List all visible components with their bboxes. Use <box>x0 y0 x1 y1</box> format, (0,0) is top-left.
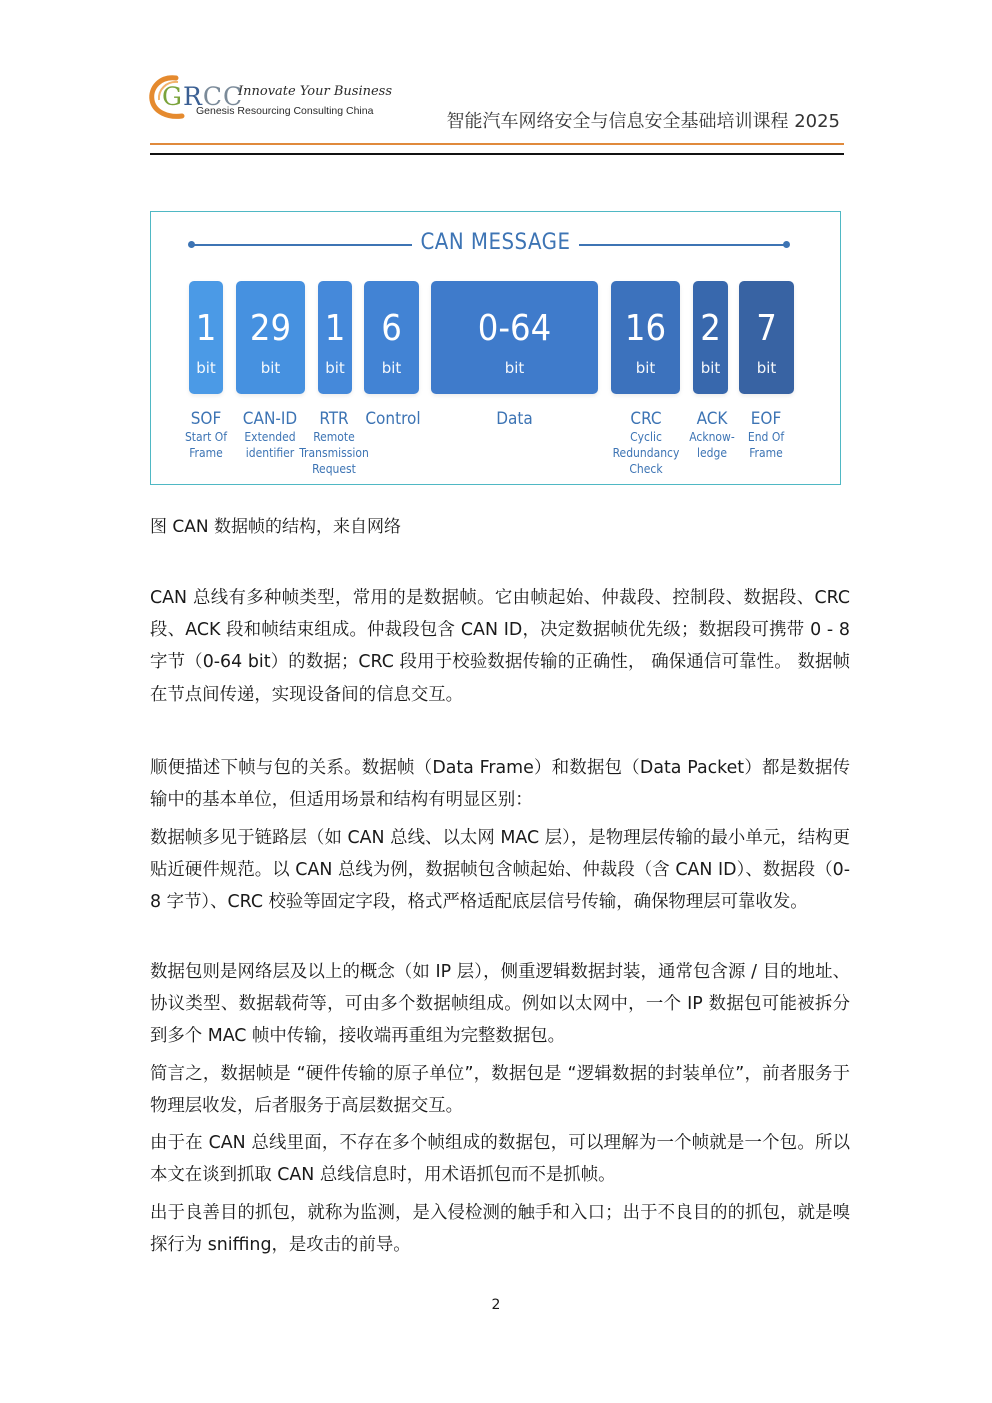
field-label-eof <box>735 409 797 461</box>
field-description: Acknow- ledge <box>689 430 735 460</box>
field-bits-value: 0-64 <box>477 308 552 349</box>
field-bits-unit: bit <box>325 359 345 377</box>
paragraph-summary: 简言之，数据帧是 “硬件传输的原子单位”，数据包是 “逻辑数据的封装单位”，前者服务于物理层收发，后者服务于高层数据交互。 <box>150 1064 850 1117</box>
field-box-ack <box>693 281 728 394</box>
field-description: End Of Frame <box>747 430 785 460</box>
field-name: CAN-ID <box>242 409 298 429</box>
field-name: ACK <box>696 409 728 429</box>
logo-slogan: Innovate Your Business <box>238 84 393 99</box>
field-name: CRC <box>630 409 662 429</box>
field-label-can-id <box>235 409 305 461</box>
field-name: Data <box>496 409 533 429</box>
paragraph-data-frame: 数据帧多见于链路层（如 CAN 总线、以太网 MAC 层），是物理层传输的最小单元，结构更贴近硬件规范。以 CAN 总线为例，数据帧包含帧起始、仲裁段（含 CAN ID）、数据段（0-8 字节）、CRC 校验等固定字段，格式严格适配底层信号传输，确保物理层可靠收发。 <box>150 828 850 913</box>
field-bits-unit: bit <box>700 359 721 377</box>
header-rule-orange <box>150 143 844 145</box>
field-bits-unit: bit <box>504 359 525 377</box>
field-name: RTR <box>319 409 349 429</box>
field-box-crc <box>611 281 680 394</box>
logo-subtitle: Genesis Resourcing Consulting China <box>196 105 374 117</box>
field-label-data <box>451 409 578 429</box>
field-box-data <box>431 281 598 394</box>
field-name: EOF <box>750 409 782 429</box>
field-box-rtr <box>318 281 352 394</box>
field-description: Cyclic Redundancy Check <box>612 430 680 476</box>
company-logo <box>148 72 393 122</box>
field-name: Control <box>365 409 421 429</box>
can-message-figure <box>150 211 841 485</box>
page-number: 2 <box>491 1297 501 1313</box>
paragraph-frame-vs-packet: 顺便描述下帧与包的关系。数据帧（Data Frame）和数据包（Data Packet）都是数据传输中的基本单位，但适用场景和结构有明显区别： <box>150 758 850 811</box>
field-bits-unit: bit <box>756 359 777 377</box>
field-bits-unit: bit <box>260 359 281 377</box>
field-description: Start Of Frame <box>184 430 228 460</box>
paragraph-can-frame-types: CAN 总线有多种帧类型，常用的是数据帧。它由帧起始、仲裁段、控制段、数据段、CRC 段、ACK 段和帧结束组成。仲裁段包含 CAN ID，决定数据帧优先级；数据段可携带 0 - 8 字节（0-64 bit）的数据；CRC 段用于校验数据传输的正确性， 确保通信可靠性。 数据帧在节点间传递，实现设备间的信息交互。 <box>150 588 850 705</box>
header-rule-black <box>150 153 844 155</box>
field-bits-unit: bit <box>196 359 216 377</box>
field-bits-value: 7 <box>756 308 777 349</box>
paragraph-can-packet: 由于在 CAN 总线里面，不存在多个帧组成的数据包，可以理解为一个帧就是一个包。所以本文在谈到抓取 CAN 总线信息时，用术语抓包而不是抓帧。 <box>150 1133 850 1186</box>
figure-caption: 图 CAN 数据帧的结构，来自网络 <box>150 517 402 537</box>
field-bits-value: 29 <box>249 308 292 349</box>
field-bits-value: 2 <box>700 308 721 349</box>
logo-letter-c1: C <box>202 82 223 111</box>
paragraph-data-packet: 数据包则是网络层及以上的概念（如 IP 层），侧重逻辑数据封装，通常包含源 / 目的地址、协议类型、数据载荷等，可由多个数据帧组成。例如以太网中，一个 IP 数据包可能被拆分到多个 MAC 帧中传输，接收端再重组为完整数据包。 <box>150 962 850 1047</box>
field-label-control <box>359 409 427 429</box>
field-box-eof <box>739 281 794 394</box>
field-bits-value: 1 <box>324 308 346 349</box>
logo-letter-g: G <box>162 82 183 111</box>
field-bits-unit: bit <box>381 359 402 377</box>
logo-letter-c2: C <box>222 82 244 111</box>
logo-letter-r: R <box>182 82 203 111</box>
field-label-ack <box>681 409 743 461</box>
field-bits-value: 16 <box>624 308 667 349</box>
field-bits-value: 1 <box>195 308 217 349</box>
field-box-sof <box>189 281 223 394</box>
paragraph-sniffing: 出于良善目的抓包，就称为监测，是入侵检测的触手和入口；出于不良目的的抓包，就是嗅探行为 sniffing，是攻击的前导。 <box>150 1203 850 1256</box>
field-label-sof <box>176 409 236 461</box>
field-box-can-id <box>236 281 305 394</box>
field-description: Remote Transmission Request <box>299 430 369 476</box>
field-description: Extended identifier <box>244 430 296 460</box>
field-bits-unit: bit <box>635 359 656 377</box>
figure-title-text: CAN MESSAGE <box>412 230 578 255</box>
course-title: 智能汽车网络安全与信息安全基础培训课程 2025 <box>446 111 840 132</box>
field-label-crc <box>605 409 687 477</box>
field-bits-value: 6 <box>381 308 402 349</box>
field-box-control <box>364 281 419 394</box>
field-name: SOF <box>190 409 222 429</box>
figure-title <box>151 230 840 255</box>
